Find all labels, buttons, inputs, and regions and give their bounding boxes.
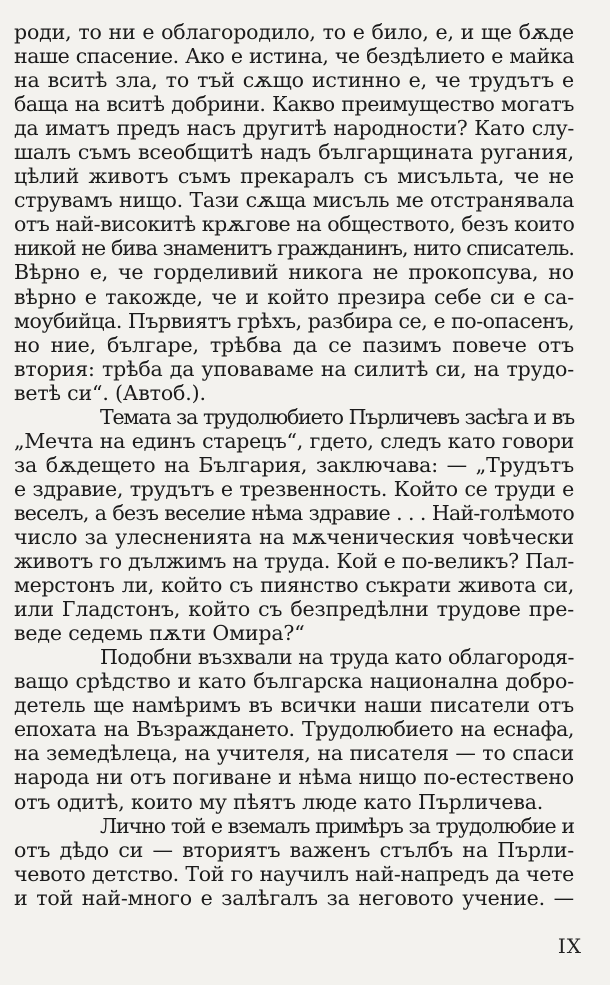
text-line: вѣрно е такожде, че и който презира себе си е са-: [14, 284, 574, 309]
text-line: веде седемь пѫти Омира?“: [14, 621, 305, 646]
text-line: детель ще намѣримъ въ всички наши писатели отъ: [14, 693, 574, 718]
paragraph-start-line: Темата за трудолюбието Пърличевъ засѣга и въ: [100, 404, 574, 429]
text-line: втория: трѣба да уповаваме на силитѣ си, на трудо-: [14, 356, 574, 381]
text-line: наше спасение. Ако е истина, че бездѣлието е майка: [14, 44, 574, 69]
text-line: баща на вситѣ добрини. Какво преимущество могатъ: [14, 92, 574, 117]
page-number: IX: [557, 934, 582, 958]
text-line: „Мечта на единъ старецъ“, гдето, следъ като говори: [14, 428, 574, 453]
text-line: моубийца. Първиятъ грѣхъ, разбира се, е по-опасенъ,: [14, 308, 575, 333]
text-line: цѣлий животъ съмъ прекаралъ съ мисъльта, че не: [14, 164, 574, 189]
text-line: отъ най-високитѣ крѫгове на обществото, безъ които: [14, 212, 575, 237]
text-line: число за улесненията на мѫченическия човѣчески: [14, 524, 574, 549]
text-line: но ние, българе, трѣбва да се пазимъ повече отъ: [14, 332, 574, 357]
text-line: за бѫдещето на България, заключава: — „Трудътъ: [14, 452, 574, 477]
text-line: роди, то ни е облагородило, то е било, е, и ще бѫде: [14, 20, 574, 44]
text-line: никой не бива знаменитъ гражданинъ, нито списатель.: [14, 236, 574, 261]
text-line: и той най-много е залѣгалъ за неговото учение. —: [14, 885, 574, 910]
text-line: отъ одитѣ, които му пѣятъ люде като Пърличева.: [14, 789, 544, 814]
text-line: е здравие, трудътъ е трезвенность. Който се труди е: [14, 476, 574, 501]
text-line: или Гладстонъ, който съ безпредѣлни трудове пре-: [14, 597, 574, 622]
text-line: да иматъ предъ насъ другитѣ народности? Като слу-: [14, 116, 574, 141]
text-line: на вситѣ зла, то тъй сѫщо истинно е, че трудътъ е: [14, 68, 574, 93]
text-line: чевото детство. Той го научилъ най-напредъ да чете: [14, 861, 574, 886]
text-line: струвамъ нищо. Тази сѫща мисъль ме отстранявала: [14, 188, 574, 213]
text-line: епохата на Възраждането. Трудолюбието на еснафа,: [14, 717, 574, 742]
text-line: Вѣрно е, че горделивий никога не прокопсува, но: [14, 260, 574, 285]
text-line: народа ни отъ погиване и нѣма нищо по-естествено: [14, 765, 574, 790]
text-line: шалъ съмъ всеобщитѣ надъ българщината ругания,: [14, 140, 574, 165]
text-line: отъ дѣдо си — вториятъ важенъ стълбъ на Пърли-: [14, 837, 574, 862]
paragraph-start-line: Подобни възхвали на труда като облагородя-: [100, 645, 574, 670]
text-line: ващо срѣдство и като българска национална добро-: [14, 669, 574, 694]
paragraph-start-line: Лично той е вземалъ примѣръ за трудолюбие и: [100, 813, 574, 838]
text-line: веселъ, а безъ веселие нѣма здравие . . . Най-голѣмото: [14, 500, 574, 525]
text-line: ветѣ си“. (Автоб.).: [14, 380, 206, 405]
text-line: на земедѣлеца, на учителя, на писателя — то спаси: [14, 741, 574, 766]
text-line: животъ го дължимъ на труда. Кой е по-великъ? Пал-: [14, 549, 574, 574]
body-text: [14, 20, 574, 910]
text-line: мерстонъ ли, който съ пиянство съкрати живота си,: [14, 573, 574, 598]
